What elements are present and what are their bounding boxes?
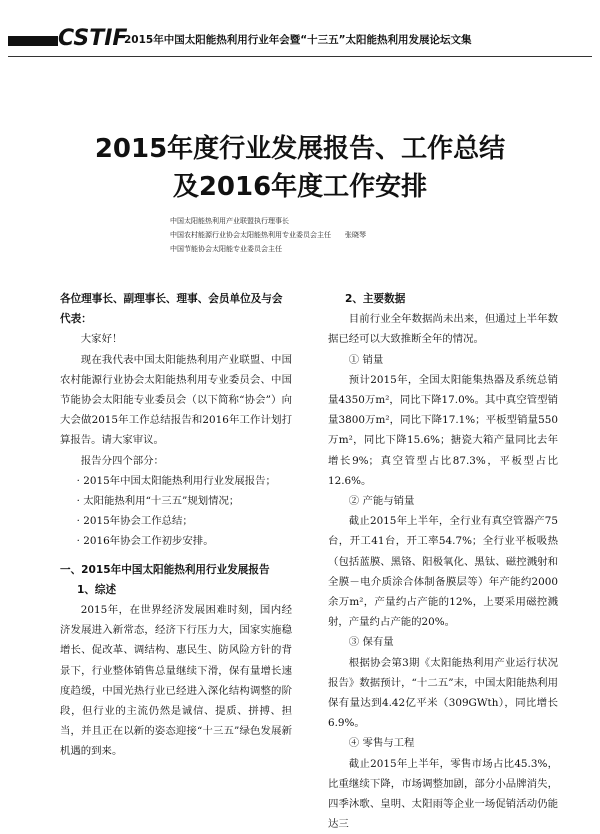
author-line-1 [170, 216, 289, 226]
intro-paragraph: 现在我代表中国太阳能热利用产业联盟、中国农村能源行业协会太阳能热利用专业委员会、中国节能协会太阳能专业委员会（以下简称“协会”）向大会做2015年工作总结报告和2016年工作计划打算报告。请大家审议。 [60, 353, 292, 447]
author-org: 中国农村能源行业协会太阳能热利用专业委员会主任 [170, 231, 331, 239]
part-item: · 2015年协会工作总结； [76, 515, 193, 528]
overview-paragraph: 2015年，在世界经济发展困难时刻，国内经济发展进入新常态，经济下行压力大，国家实施稳增长、促改革、调结构、惠民生、防风险方针的背景下，行业整体销售总量继续下滑，保有量增长速度趋缓，中国光热行业已经进入深化结构调整的阶段，但行业的主流仍然是诚信、提质、拼搏、担当，并且正在以新的姿态迎接“十三五”绿色发展新机遇的到来。 [60, 604, 292, 758]
author-line-2 [170, 230, 366, 240]
page-header [0, 26, 600, 66]
header-subtitle: 2015年中国太阳能热利用行业年会暨“十三五”太阳能热利用发展论坛文集 [124, 34, 472, 46]
stock-paragraph: 根据协会第3期《太阳能热利用产业运行状况报告》数据预计，“十二五”末，中国太阳能热利用保有量达到4.42亿平米（309GWth），同比增长6.9%。 [328, 656, 558, 730]
item-capacity-heading: ② 产能与销量 [348, 495, 415, 508]
salutation: 各位理事长、副理事长、理事、会员单位及与会代表： [60, 293, 283, 326]
section-heading-1: 一、2015年中国太阳能热利用行业发展报告 [60, 563, 270, 576]
author-org: 中国太阳能热利用产业联盟执行理事长 [170, 217, 289, 225]
part-item: · 太阳能热利用“十三五”规划情况； [76, 495, 240, 508]
parts-intro: 报告分四个部分： [80, 454, 164, 467]
retail-paragraph: 截止2015年上半年，零售市场占比45.3%，比重继续下降，市场调整加剧，部分小品牌消失，四季沐歌、皇明、太阳雨等企业一场促销活动仍能达三 [328, 757, 558, 831]
cstif-logo: CSTIF [58, 26, 128, 51]
left-column [60, 289, 292, 762]
item-sales-heading: ① 销量 [348, 353, 384, 366]
sales-paragraph: 预计2015年，全国太阳能集热器及系统总销量4350万m²，同比下降17.0%。其中真空管型销量3800万m²，同比下降17.1%；平板型销量550万m²，同比下降15.6%；搪瓷大箱产量同比去年增长9%；真空管型占比87.3%，平板型占比12.6%。 [328, 373, 558, 487]
header-divider [8, 56, 592, 57]
author-org: 中国节能协会太阳能专业委员会主任 [170, 245, 282, 253]
author-name: 张晓琴 [345, 231, 366, 239]
subheading-main-data: 2、主要数据 [344, 293, 406, 305]
item-retail-heading: ④ 零售与工程 [348, 737, 415, 750]
title-line-1: 2015年度行业发展报告、工作总结 [94, 134, 506, 164]
part-item: · 2016年协会工作初步安排。 [76, 535, 214, 548]
greeting: 大家好！ [80, 333, 123, 346]
author-line-3 [170, 244, 282, 254]
capacity-paragraph: 截止2015年上半年，全行业有真空管器产75台，开工41台，开工率54.7%；全行业平板吸热（包括蓝膜、黑铬、阳极氧化、黑钛、磁控溅射和全膜－电介质涂合体制备膜层等）年产能约2000余万m²，产量约占产能的12%，上要采用磁控溅射，产量约占产能的20%。 [328, 515, 558, 629]
subheading-overview: 1、综述 [76, 583, 117, 596]
right-column [328, 289, 558, 834]
part-item: · 2015年中国太阳能热利用行业发展报告； [76, 474, 276, 487]
title-line-2: 及2016年度工作安排 [172, 172, 428, 202]
data-intro-paragraph: 目前行业全年数据尚未出来，但通过上半年数据已经可以大致推断全年的情况。 [328, 313, 558, 346]
header-bar [8, 36, 58, 46]
item-stock-heading: ③ 保有量 [348, 636, 394, 649]
